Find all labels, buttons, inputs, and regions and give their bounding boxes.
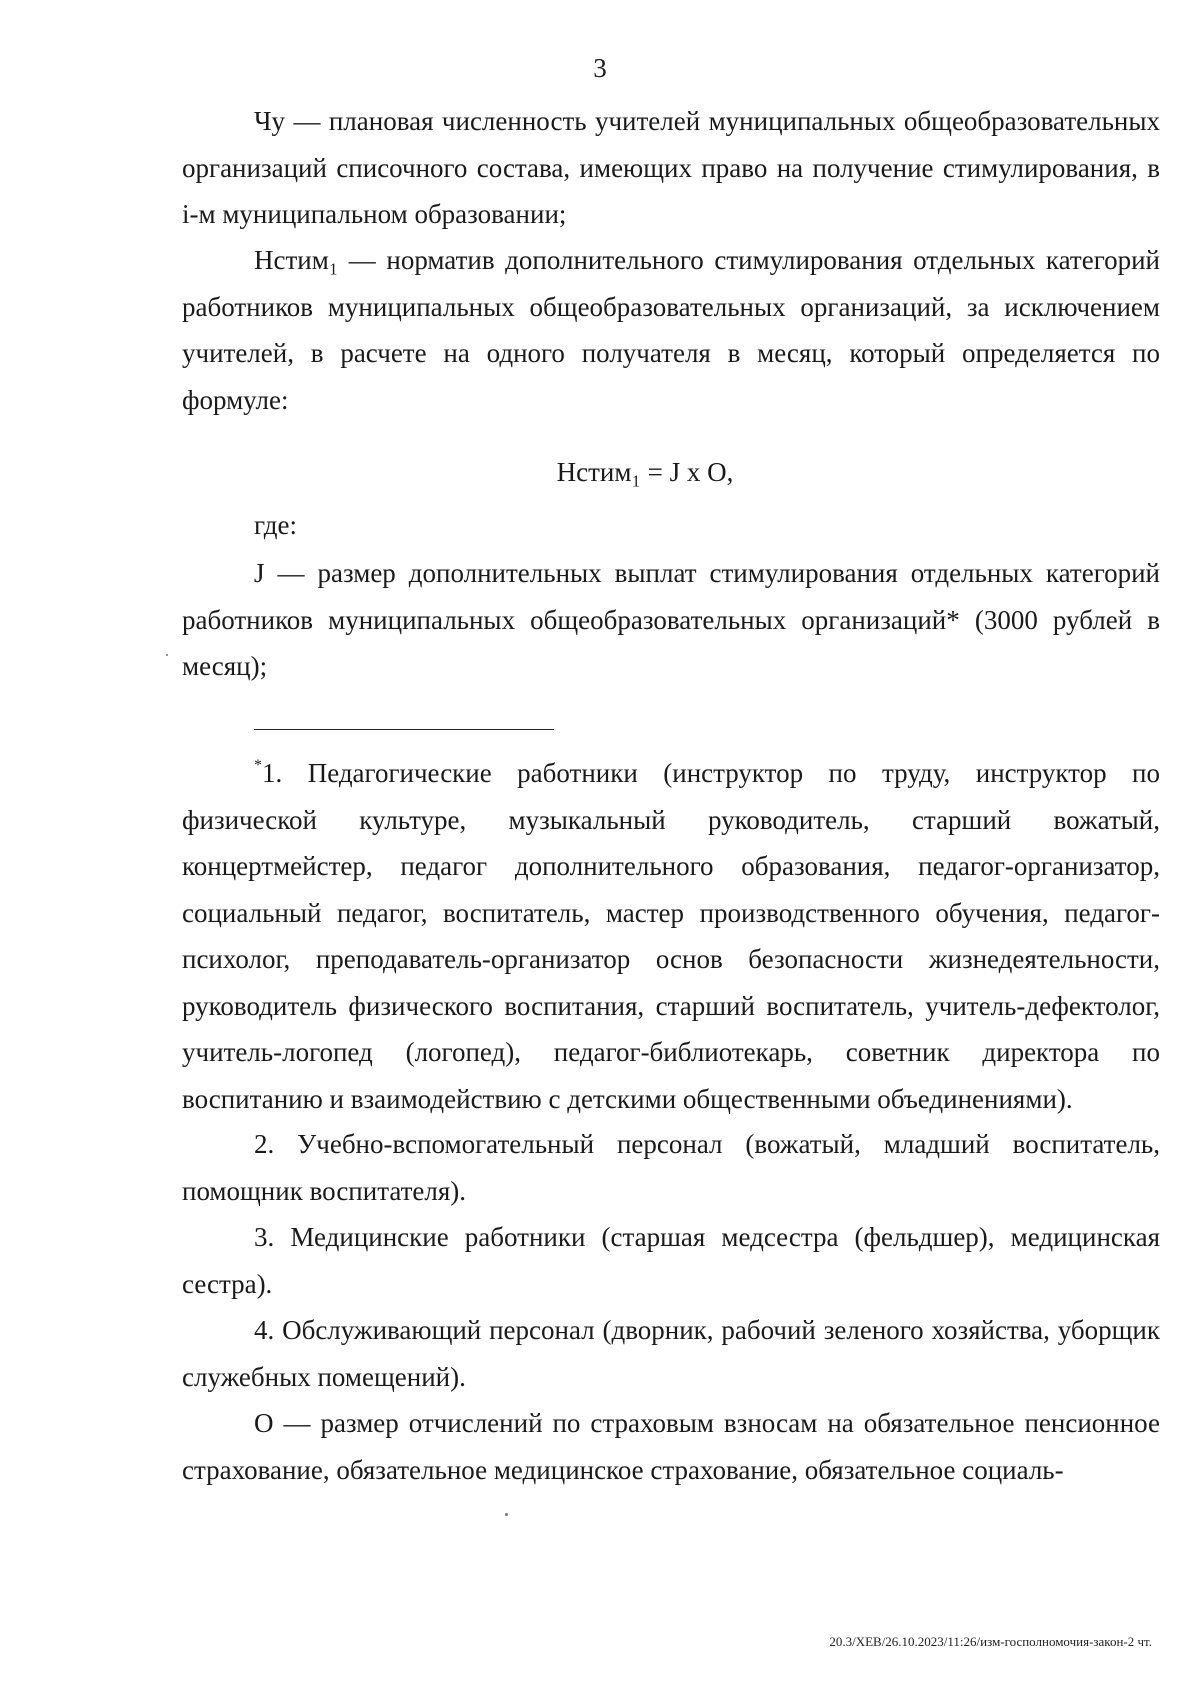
footnote-separator [254,729,554,730]
scan-speck [166,654,168,656]
footnote-marker: * [254,757,262,774]
formula-nstim: Нстим₁ = J x O, [556,457,734,487]
paragraph-nstim: Нстим₁ — норматив дополнительного стимулирования отдельных категорий работников муниципальных общеобразовательных организаций, за исключением учителей, в расчете на одного получателя в месяц, который определяется по формуле: [182,245,1160,415]
page-number: 3 [593,53,607,83]
scan-speck [505,1513,508,1516]
paragraph-where: где: [254,510,297,540]
footnote-item-1-text: 1. Педагогические работники (инструктор по труду, инструктор по физической культуре, музыкальный руководитель, старший вожатый, концертмейстер, педагог дополнительного образования, педагог-организатор, социальный педагог, воспитатель, мастер производственного обучения, педагог-психолог, преподаватель-организатор основ безопасности жизнедеятельности, руководитель физического воспитания, старший воспитатель, учитель-дефектолог, учитель-логопед (логопед), педагог-библиотекарь, советник директора по воспитанию и взаимодействию с детскими общественными объединениями). [182,758,1160,1114]
footnote-item-4: 4. Обслуживающий персонал (дворник, рабочий зеленого хозяйства, уборщик служебных помещений). [182,1315,1160,1392]
paragraph-j: J — размер дополнительных выплат стимулирования отдельных категорий работников муниципальных общеобразовательных организаций* (3000 рублей в месяц); [182,558,1160,681]
footnote-item-3: 3. Медицинские работники (старшая медсестра (фельдшер), медицинская сестра). [182,1222,1160,1299]
paragraph-o: О — размер отчислений по страховым взносам на обязательное пенсионное страхование, обязательное медицинское страхование, обязательное социаль- [182,1408,1160,1485]
document-footer-code: 20.3/ХЕВ/26.10.2023/11:26/изм-госполномочия-закон-2 чт. [829,1634,1152,1649]
paragraph-chu: Чу — плановая численность учителей муниципальных общеобразовательных организаций списочного состава, имеющих право на получение стимулирования, в i-м муниципальном образовании; [182,106,1160,229]
footnote-item-1 [182,750,1160,1122]
footnote-item-2: 2. Учебно-вспомогательный персонал (вожатый, младший воспитатель, помощник воспитателя). [182,1129,1160,1206]
